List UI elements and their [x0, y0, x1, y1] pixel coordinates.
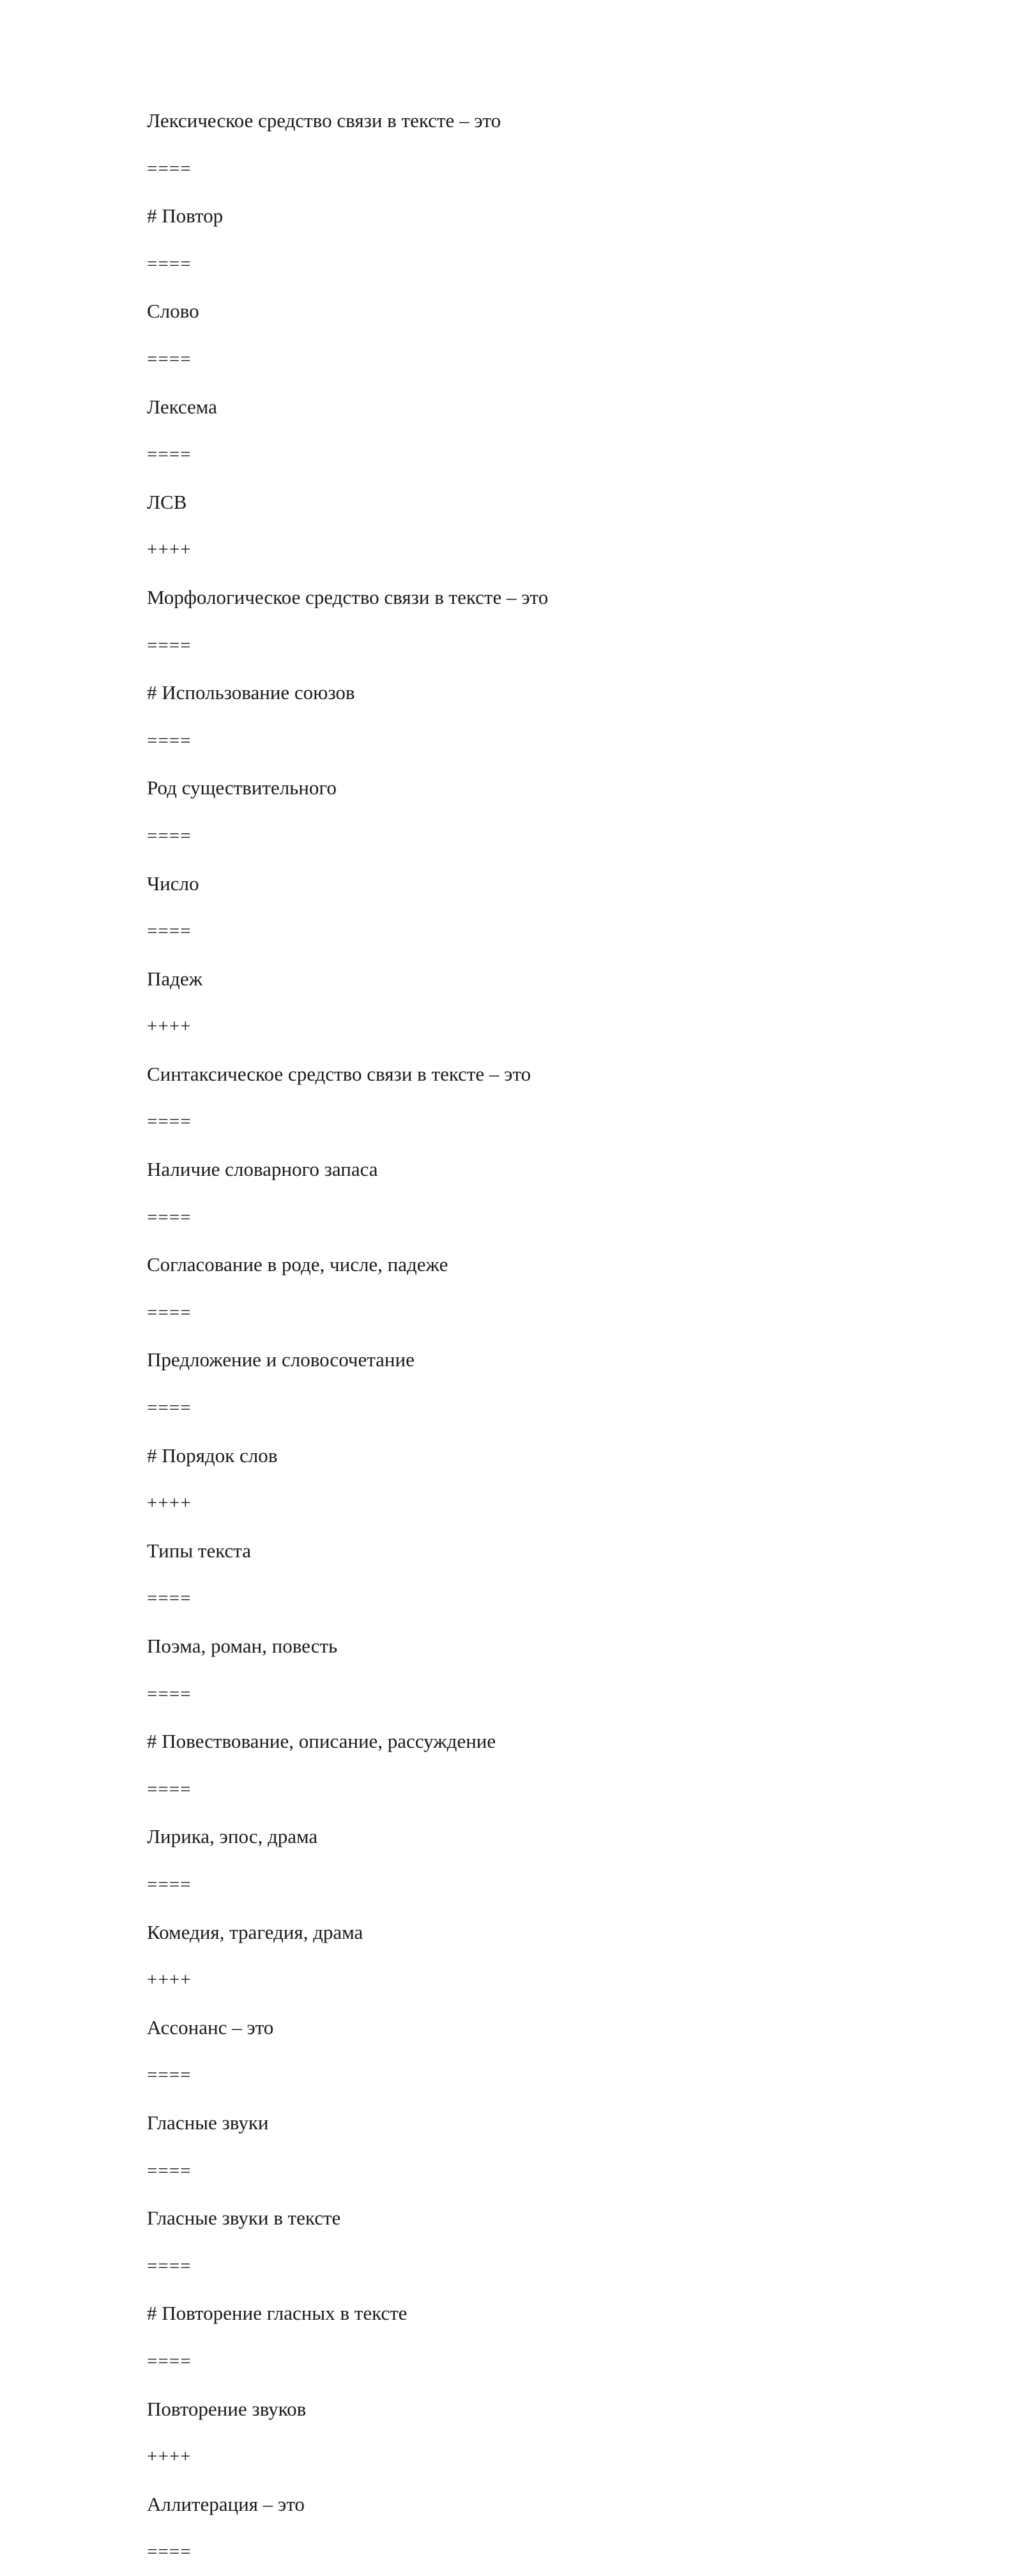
separator-line: ==== [147, 1207, 192, 1228]
text-line: Повторение звуков [147, 2397, 307, 2420]
separator-line: ==== [147, 253, 192, 274]
document-body [147, 97, 913, 2576]
text-line: Слово [147, 300, 199, 323]
text-line: Число [147, 872, 199, 895]
text-line: Лексема [147, 395, 217, 418]
separator-line: ==== [147, 1111, 192, 1132]
separator-line: ==== [147, 825, 192, 846]
separator-line: ==== [147, 921, 192, 942]
text-line: Лирика, эпос, драма [147, 1825, 318, 1848]
text-line: Типы текста [147, 1539, 251, 1562]
text-line: ЛСВ [147, 490, 187, 513]
text-line: Ассонанс – это [147, 2016, 274, 2039]
separator-line: ==== [147, 730, 192, 751]
separator-line: ==== [147, 1302, 192, 1323]
text-line: Согласование в роде, числе, падеже [147, 1253, 448, 1276]
question-separator-line: ++++ [147, 1970, 192, 1991]
text-line: Наличие словарного запаса [147, 1158, 378, 1181]
text-line: Синтаксическое средство связи в тексте – это [147, 1062, 531, 1085]
question-separator-line: ++++ [147, 1493, 192, 1514]
separator-line: ==== [147, 1683, 192, 1704]
separator-line: ==== [147, 2541, 192, 2563]
separator-line: ==== [147, 2350, 192, 2372]
separator-line: ==== [147, 1588, 192, 1609]
text-line: Гласные звуки [147, 2111, 269, 2134]
correct-answer-line: # Повествование, описание, рассуждение [147, 1730, 496, 1753]
text-line: Гласные звуки в тексте [147, 2207, 341, 2230]
text-line: Род существительного [147, 776, 337, 799]
separator-line: ==== [147, 158, 192, 179]
correct-answer-line: # Использование союзов [147, 681, 355, 704]
separator-line: ==== [147, 348, 192, 369]
separator-line: ==== [147, 2065, 192, 2086]
separator-line: ==== [147, 635, 192, 656]
separator-line: ==== [147, 444, 192, 465]
correct-answer-line: # Повторение гласных в тексте [147, 2302, 408, 2325]
question-separator-line: ++++ [147, 1016, 192, 1037]
question-separator-line: ++++ [147, 2446, 192, 2467]
text-line: Падеж [147, 967, 203, 990]
separator-line: ==== [147, 1874, 192, 1895]
separator-line: ==== [147, 2160, 192, 2181]
text-line: Морфологическое средство связи в тексте – это [147, 585, 549, 608]
text-line: Аллитерация – это [147, 2492, 305, 2515]
question-separator-line: ++++ [147, 539, 192, 560]
text-line: Лексическое средство связи в тексте – это [147, 109, 501, 132]
separator-line: ==== [147, 2255, 192, 2276]
correct-answer-line: # Повтор [147, 204, 224, 228]
text-line: Предложение и словосочетание [147, 1348, 415, 1371]
separator-line: ==== [147, 1398, 192, 1419]
separator-line: ==== [147, 1778, 192, 1800]
correct-answer-line: # Порядок слов [147, 1444, 278, 1467]
text-line: Поэма, роман, повесть [147, 1635, 338, 1657]
document-page [147, 97, 913, 2576]
text-line: Комедия, трагедия, драма [147, 1920, 363, 1943]
